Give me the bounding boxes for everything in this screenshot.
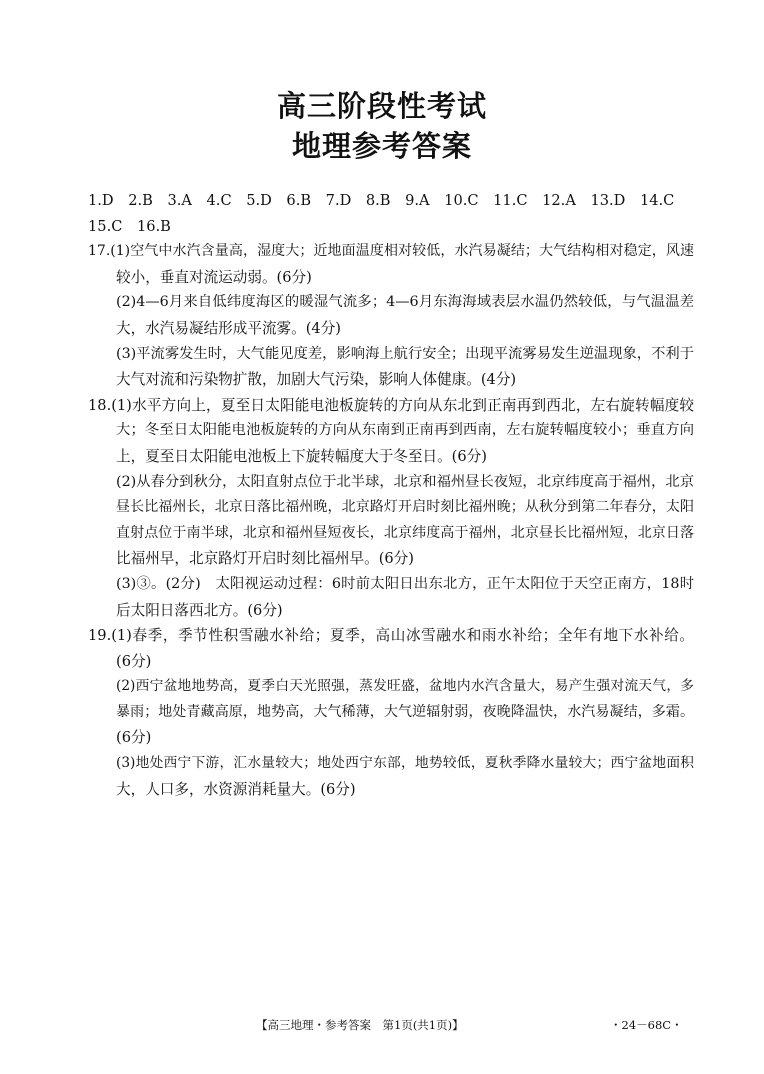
page-title: 高三阶段性考试 bbox=[276, 89, 487, 123]
footer-code: ・24－68C・ bbox=[610, 1018, 683, 1032]
q18-line: (3)③。(2分) 太阳视运动过程：6时前太阳日出东北方，正午太阳位于天空正南方，18时 bbox=[116, 575, 694, 592]
footer-page-label: 【高三地理・参考答案 第1页(共1页)】 bbox=[256, 1018, 464, 1032]
q18-line: 直射点位于南半球，北京和福州昼短夜长，北京纬度高于福州，北京昼长比福州短，北京日落 bbox=[116, 524, 694, 541]
q18-line: 上，夏至日太阳能电池板上下旋转幅度大于冬至日。(6分) bbox=[116, 447, 487, 465]
q18-line: 昼长比福州长，北京日落比福州晚，北京路灯开启时刻比福州晚；从秋分到第二年春分，太阳 bbox=[116, 499, 694, 516]
q19-line: (3)地处西宁下游，汇水量较大；地处西宁东部，地势较低，夏秋季降水量较大；西宁盆地面积 bbox=[116, 755, 694, 772]
q19-line: (2)西宁盆地地势高，夏季白天光照强，蒸发旺盛，盆地内水汽含量大，易产生强对流天气，多 bbox=[116, 678, 694, 695]
q19-line: (6分) bbox=[116, 729, 152, 747]
q17-line: (3)平流雾发生时，大气能见度差，影响海上航行安全；出现平流雾易发生逆温现象，不利于 bbox=[116, 345, 694, 362]
q18-line: (2)从春分到秋分，太阳直射点位于北半球，北京和福州昼长夜短，北京纬度高于福州，北京 bbox=[116, 473, 694, 490]
q17-line: (2)4—6月来自低纬度海区的暖湿气流多；4—6月东海海域表层水温仍然较低，与气温温差 bbox=[116, 294, 694, 311]
q19-line: 19.(1)春季，季节性积雪融水补给；夏季，高山冰雪融水和雨水补给；全年有地下水补给。 bbox=[88, 627, 694, 645]
answer-content bbox=[88, 188, 694, 802]
q18-line: 18.(1)水平方向上，夏至日太阳能电池板旋转的方向从东北到正南再到西北，左右旋转幅度较 bbox=[88, 396, 694, 414]
q19-line: 暴雨；地处青藏高原，地势高，大气稀薄，大气逆辐射弱，夜晚降温快，水汽易凝结，多霜。 bbox=[116, 703, 694, 720]
q17-line: 大气对流和污染物扩散，加剧大气污染，影响人体健康。(4分) bbox=[116, 371, 517, 389]
q17-line: 较小，垂直对流运动弱。(6分) bbox=[116, 268, 312, 286]
choice-answers-line2: 15.C 16.B bbox=[88, 217, 171, 235]
q18-line: 后太阳日落西北方。(6分) bbox=[116, 601, 283, 619]
q18-line: 比福州早，北京路灯开启时刻比福州早。(6分) bbox=[116, 550, 414, 568]
q17-line: 大，水汽易凝结形成平流雾。(4分) bbox=[116, 319, 341, 337]
q19-line: (6分) bbox=[116, 652, 152, 670]
page-subtitle: 地理参考答案 bbox=[291, 129, 472, 163]
q17-line: 17.(1)空气中水汽含量高，湿度大；近地面温度相对较低，水汽易凝结；大气结构相对稳定，风速 bbox=[88, 243, 694, 260]
q18-line: 大；冬至日太阳能电池板旋转的方向从东南到正南再到西南，左右旋转幅度较小；垂直方向 bbox=[116, 422, 694, 439]
choice-answers-line1: 1.D 2.B 3.A 4.C 5.D 6.B 7.D 8.B 9.A 10.C 11.C 12.A 13.D 14.C bbox=[88, 192, 675, 209]
q19-line: 大，人口多，水资源消耗量大。(6分) bbox=[116, 780, 356, 798]
